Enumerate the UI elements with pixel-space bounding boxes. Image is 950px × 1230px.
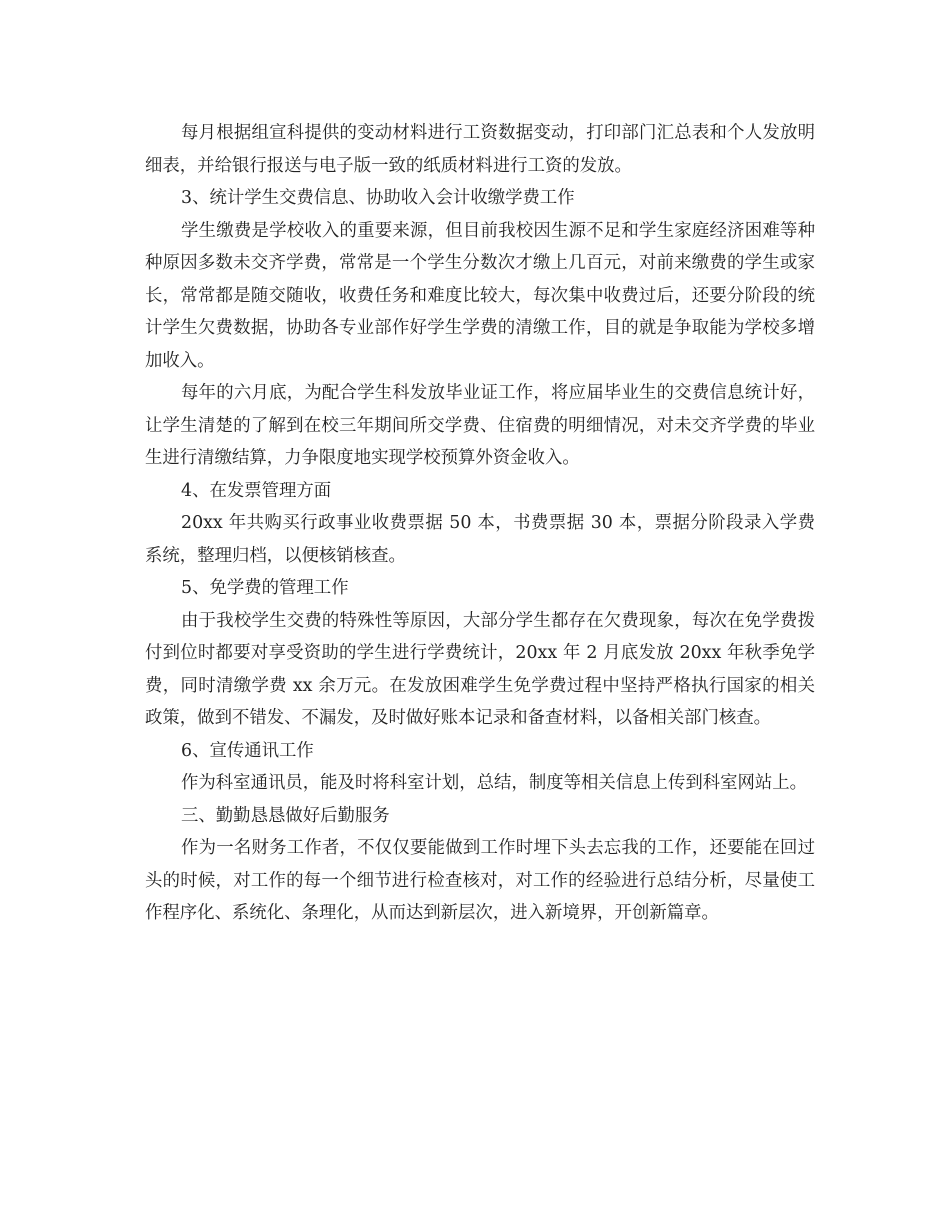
- document-body: [145, 117, 815, 930]
- paragraph-tuition-waiver: 由于我校学生交费的特殊性等原因，大部分学生都存在欠费现象，每次在免学费拨付到位时都要对享受资助的学生进行学费统计，20xx 年 2 月底发放 20xx 年秋季免学费，同时清缴学费 xx 余万元。在发放困难学生免学费过程中坚持严格执行国家的相关政策，做到不错发、不漏发，及时做好账本记录和备查材料，以备相关部门核查。: [145, 610, 815, 728]
- paragraph-fee-collection: 学生缴费是学校收入的重要来源，但目前我校因生源不足和学生家庭经济困难等种种原因多数未交齐学费，常常是一个学生分数次才缴上几百元，对前来缴费的学生或家长，常常都是随交随收，收费任务和难度比较大，每次集中收费过后，还要分阶段的统计学生欠费数据，协助各专业部作好学生学费的清缴工作，目的就是争取能为学校多增加收入。: [145, 220, 815, 371]
- section-heading-tuition-waiver: 5、免学费的管理工作: [181, 578, 349, 598]
- paragraph-graduate-fees: 每年的六月底，为配合学生科发放毕业证工作，将应届毕业生的交费信息统计好，让学生清楚的了解到在校三年期间所交学费、住宿费的明细情况，对未交齐学费的毕业生进行清缴结算，力争限度地实现学校预算外资金收入。: [145, 383, 815, 468]
- section-heading-communications: 6、宣传通讯工作: [181, 740, 314, 761]
- section-heading-logistics-service: 三、勤勤恳恳做好后勤服务: [181, 805, 390, 826]
- paragraph-communications: 作为科室通讯员，能及时将科室计划，总结，制度等相关信息上传到科室网站上。: [181, 773, 808, 793]
- section-heading-invoice-management: 4、在发票管理方面: [181, 480, 332, 501]
- paragraph-logistics-service: 作为一名财务工作者，不仅仅要能做到工作时埋下头去忘我的工作，还要能在回过头的时候，对工作的每一个细节进行检查核对，对工作的经验进行总结分析，尽量使工作程序化、系统化、条理化，从而达到新层次，进入新境界，开创新篇章。: [145, 838, 815, 923]
- paragraph-salary-changes: 每月根据组宣科提供的变动材料进行工资数据变动，打印部门汇总表和个人发放明细表，并给银行报送与电子版一致的纸质材料进行工资的发放。: [145, 123, 815, 176]
- section-heading-student-fees: 3、统计学生交费信息、协助收入会计收缴学费工作: [181, 188, 575, 208]
- paragraph-invoice-management: 20xx 年共购买行政事业收费票据 50 本，书费票据 30 本，票据分阶段录入学费系统，整理归档，以便核销核查。: [145, 513, 815, 566]
